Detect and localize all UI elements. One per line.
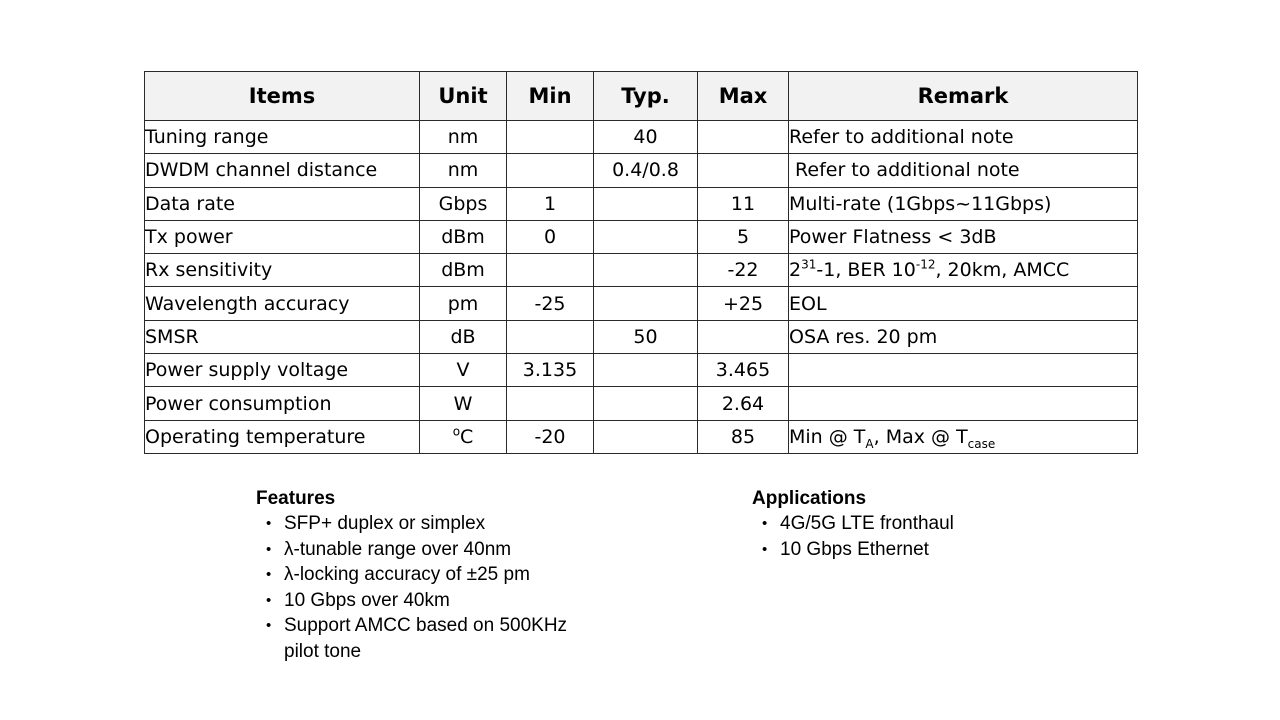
cell-item: SMSR bbox=[145, 320, 420, 353]
cell-typ bbox=[594, 254, 698, 287]
remark-superscript: 31 bbox=[801, 258, 817, 272]
cell-remark: Refer to additional note bbox=[789, 121, 1138, 154]
remark-text: , Max @ T bbox=[873, 425, 968, 448]
cell-max: -22 bbox=[698, 254, 789, 287]
features-heading: Features bbox=[256, 488, 336, 509]
cell-min: -25 bbox=[507, 287, 594, 320]
remark-subscript: A bbox=[865, 436, 874, 451]
cell-unit: pm bbox=[420, 287, 507, 320]
cell-max bbox=[698, 320, 789, 353]
remark-text: , 20km, AMCC bbox=[935, 259, 1070, 282]
header-unit: Unit bbox=[420, 72, 507, 121]
list-item: • Support AMCC based on 500KHz pilot tone bbox=[266, 613, 604, 664]
cell-max: 2.64 bbox=[698, 387, 789, 420]
cell-unit: nm bbox=[420, 154, 507, 187]
header-row bbox=[145, 72, 1138, 121]
table-row bbox=[145, 287, 1138, 320]
cell-remark bbox=[789, 420, 1138, 453]
cell-item: Power consumption bbox=[145, 387, 420, 420]
list-item: • 10 Gbps Ethernet bbox=[762, 537, 1052, 563]
cell-min bbox=[507, 387, 594, 420]
table-row bbox=[145, 354, 1138, 387]
cell-typ bbox=[594, 420, 698, 453]
table-row bbox=[145, 220, 1138, 253]
unit-text: C bbox=[460, 425, 474, 448]
header-typ: Typ. bbox=[594, 72, 698, 121]
cell-item: Tuning range bbox=[145, 121, 420, 154]
cell-typ bbox=[594, 187, 698, 220]
table-row bbox=[145, 254, 1138, 287]
header-min: Min bbox=[507, 72, 594, 121]
applications-heading: Applications bbox=[752, 488, 867, 509]
remark-text: -1, BER 10 bbox=[816, 259, 916, 282]
list-item: • λ-tunable range over 40nm bbox=[266, 537, 636, 563]
list-item: • λ-locking accuracy of ±25 pm bbox=[266, 562, 636, 588]
remark-subscript: case bbox=[967, 436, 996, 451]
remark-text: 2 bbox=[789, 259, 802, 282]
cell-unit: nm bbox=[420, 121, 507, 154]
cell-item: Tx power bbox=[145, 220, 420, 253]
cell-min: -20 bbox=[507, 420, 594, 453]
cell-min bbox=[507, 320, 594, 353]
list-item: • 10 Gbps over 40km bbox=[266, 588, 636, 614]
cell-unit bbox=[420, 420, 507, 453]
cell-remark bbox=[789, 254, 1138, 287]
cell-unit: V bbox=[420, 354, 507, 387]
cell-remark: EOL bbox=[789, 287, 1138, 320]
cell-min bbox=[507, 154, 594, 187]
table-row bbox=[145, 187, 1138, 220]
table-row bbox=[145, 420, 1138, 453]
cell-unit: dB bbox=[420, 320, 507, 353]
cell-unit: W bbox=[420, 387, 507, 420]
cell-max bbox=[698, 121, 789, 154]
cell-max: 3.465 bbox=[698, 354, 789, 387]
cell-unit: Gbps bbox=[420, 187, 507, 220]
remark-text: Min @ T bbox=[789, 425, 866, 448]
cell-typ: 0.4/0.8 bbox=[594, 154, 698, 187]
header-items: Items bbox=[145, 72, 420, 121]
cell-item: Rx sensitivity bbox=[145, 254, 420, 287]
cell-remark: Power Flatness < 3dB bbox=[789, 220, 1138, 253]
cell-remark bbox=[789, 387, 1138, 420]
cell-remark: Refer to additional note bbox=[789, 154, 1138, 187]
cell-min bbox=[507, 254, 594, 287]
spec-table bbox=[144, 71, 1138, 454]
cell-typ: 50 bbox=[594, 320, 698, 353]
cell-min bbox=[507, 121, 594, 154]
degree-superscript: o bbox=[452, 424, 461, 439]
cell-item: Wavelength accuracy bbox=[145, 287, 420, 320]
cell-typ: 40 bbox=[594, 121, 698, 154]
cell-item: Power supply voltage bbox=[145, 354, 420, 387]
cell-remark: Multi-rate (1Gbps~11Gbps) bbox=[789, 187, 1138, 220]
applications-list bbox=[752, 511, 1052, 562]
cell-typ bbox=[594, 287, 698, 320]
table-row bbox=[145, 387, 1138, 420]
remark-superscript: -12 bbox=[915, 258, 936, 272]
cell-typ bbox=[594, 354, 698, 387]
cell-max: 5 bbox=[698, 220, 789, 253]
table-row bbox=[145, 121, 1138, 154]
cell-max: 85 bbox=[698, 420, 789, 453]
cell-min: 3.135 bbox=[507, 354, 594, 387]
table-row bbox=[145, 320, 1138, 353]
cell-item: DWDM channel distance bbox=[145, 154, 420, 187]
cell-unit: dBm bbox=[420, 254, 507, 287]
table-row bbox=[145, 154, 1138, 187]
cell-item: Data rate bbox=[145, 187, 420, 220]
header-max: Max bbox=[698, 72, 789, 121]
cell-typ bbox=[594, 220, 698, 253]
cell-remark bbox=[789, 354, 1138, 387]
features-list bbox=[256, 511, 636, 665]
cell-remark: OSA res. 20 pm bbox=[789, 320, 1138, 353]
cell-min: 1 bbox=[507, 187, 594, 220]
list-item: • 4G/5G LTE fronthaul bbox=[762, 511, 1052, 537]
cell-max: 11 bbox=[698, 187, 789, 220]
cell-max: +25 bbox=[698, 287, 789, 320]
list-item: • SFP+ duplex or simplex bbox=[266, 511, 636, 537]
header-remark: Remark bbox=[789, 72, 1138, 121]
cell-typ bbox=[594, 387, 698, 420]
cell-min: 0 bbox=[507, 220, 594, 253]
cell-item: Operating temperature bbox=[145, 420, 420, 453]
cell-max bbox=[698, 154, 789, 187]
cell-unit: dBm bbox=[420, 220, 507, 253]
features-section bbox=[256, 488, 636, 665]
applications-section bbox=[752, 488, 1052, 562]
